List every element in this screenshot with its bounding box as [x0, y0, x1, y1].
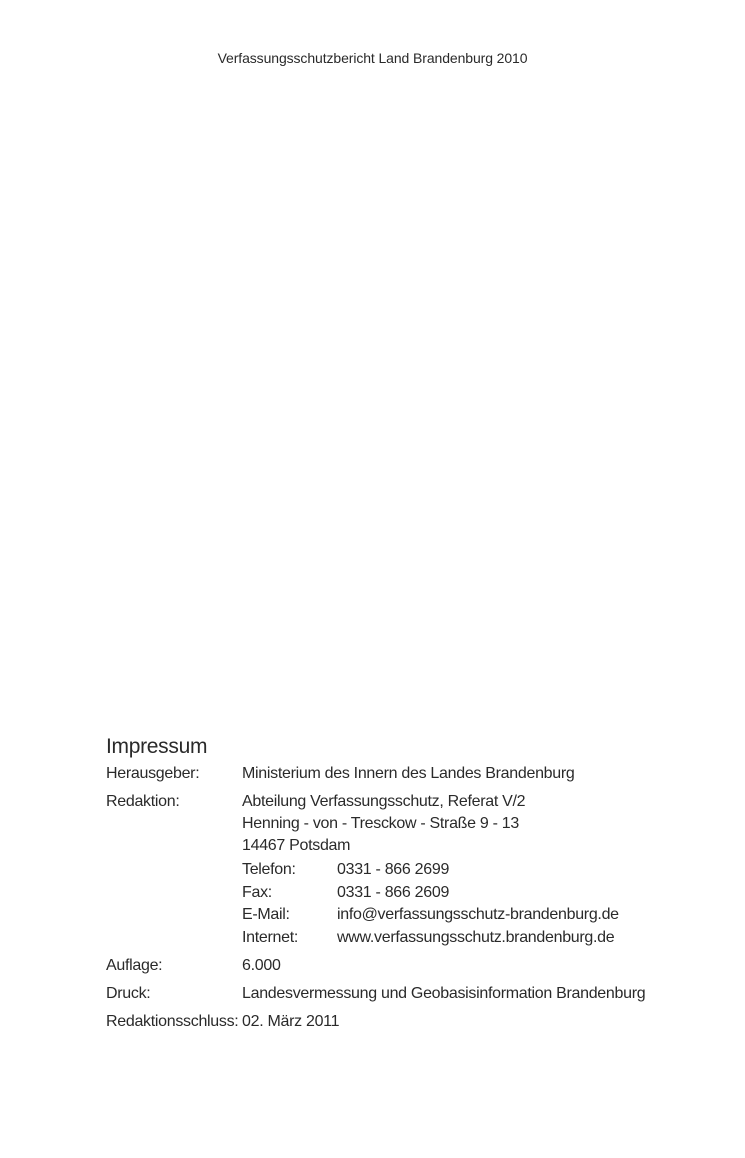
redaktion-street: Henning - von - Tresckow - Straße 9 - 13	[242, 815, 520, 832]
herausgeber-row	[106, 763, 666, 785]
herausgeber-value: Ministerium des Innern des Landes Brandenburg	[242, 765, 575, 782]
auflage-value: 6.000	[242, 957, 281, 974]
druck-label: Druck:	[106, 985, 151, 1002]
internet-label: Internet:	[242, 928, 299, 946]
running-header: Verfassungsschutzbericht Land Brandenburg 2010	[217, 50, 528, 66]
impressum-title: Impressum	[106, 735, 208, 758]
redaktionsschluss-label: Redaktionsschluss:	[106, 1013, 239, 1030]
herausgeber-label: Herausgeber:	[106, 765, 200, 782]
redaktionsschluss-value: 02. März 2011	[242, 1013, 340, 1030]
fax-value: 0331 - 866 2609	[337, 883, 450, 901]
auflage-label: Auflage:	[106, 957, 163, 974]
redaktionsschluss-row	[106, 1011, 666, 1033]
redaktion-value	[242, 791, 666, 857]
contact-labels	[242, 859, 337, 949]
redaktion-department: Abteilung Verfassungsschutz, Referat V/2	[242, 793, 526, 810]
telefon-label: Telefon:	[242, 861, 296, 878]
druck-value: Landesvermessung und Geobasisinformation Brandenburg	[242, 985, 646, 1002]
redaktion-city: 14467 Potsdam	[242, 837, 351, 854]
impressum-section	[106, 733, 666, 1039]
druck-row	[106, 983, 666, 1005]
auflage-row	[106, 955, 666, 977]
contact-values	[337, 859, 666, 949]
contact-block	[242, 859, 666, 949]
redaktion-row	[106, 791, 666, 857]
internet-link[interactable]: www.verfassungsschutz.brandenburg.de	[337, 928, 615, 946]
email-link[interactable]: info@verfassungsschutz-brandenburg.de	[337, 906, 619, 923]
telefon-value: 0331 - 866 2699	[337, 861, 450, 878]
email-label: E-Mail:	[242, 906, 290, 923]
redaktion-label: Redaktion:	[106, 793, 180, 810]
fax-label: Fax:	[242, 883, 272, 901]
